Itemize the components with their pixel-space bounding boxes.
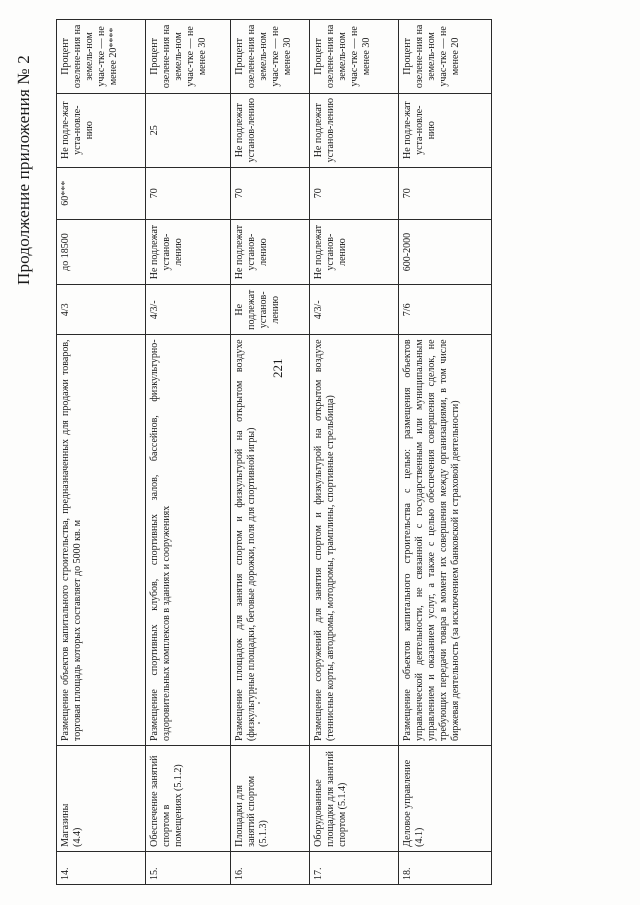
floors-cell: Не подлежат установ-лению [231, 285, 310, 335]
plot-area-cell: Не подлежат установ-лению [231, 219, 310, 284]
plot-area-cell: Не подлежат установ-лению [310, 219, 399, 284]
page-title: Продолжение приложения № 2 [14, 55, 33, 286]
use-type-name: Деловое управление (4.1) [399, 746, 492, 852]
use-type-name: Площадки для занятий спортом (5.1.3) [231, 746, 310, 852]
greening-cell: Процент озелене-ния на земель-ном учас-тке — не менее 30 [146, 20, 231, 94]
use-type-description: Размещение сооружений для занятия спортом и физкультурой на открытом воздухе (теннисные корты, автодромы, мотодромы, трамплины, спортивные стрельбища) [310, 335, 399, 746]
use-type-name: Магазины (4.4) [57, 746, 146, 852]
build-percent-cell: 60*** [57, 167, 146, 219]
use-type-name: Обеспечение занятий спортом в помещениях (5.1.2) [146, 746, 231, 852]
table-row [310, 20, 399, 885]
page-number: 221 [270, 358, 285, 378]
floors-cell: 4/3/- [310, 285, 399, 335]
build-percent-cell: 70 [231, 167, 310, 219]
table-row [399, 20, 492, 885]
floors-cell: 4/3 [57, 285, 146, 335]
row-number: 18. [399, 851, 492, 884]
plot-area-cell: до 18500 [57, 219, 146, 284]
use-type-description: Размещение спортивных клубов, спортивных залов, бассейнов, физкультурно-оздоровительных комплексов в зданиях и сооружениях [146, 335, 231, 746]
setback-cell: Не подле-жат уста-новле-нию [399, 93, 492, 167]
setback-cell: Не подлежат установ-лению [231, 93, 310, 167]
build-percent-cell: 70 [399, 167, 492, 219]
setback-cell: 25 [146, 93, 231, 167]
plot-area-cell: 600-2000 [399, 219, 492, 284]
use-type-name: Оборудованные площадки для занятий спортом (5.1.4) [310, 746, 399, 852]
greening-cell: Процент озелене-ния на земель-ном учас-тке — не менее 20 [399, 20, 492, 94]
floors-cell: 4/3/- [146, 285, 231, 335]
use-type-description: Размещение площадок для занятия спортом и физкультурой на открытом воздухе (физкультурные площадки, беговые дорожки, поля для спортивной игры) [231, 335, 310, 746]
floors-cell: 7/6 [399, 285, 492, 335]
build-percent-cell: 70 [146, 167, 231, 219]
use-type-description: Размещение объектов капитального строительства с целью: размещения объектов управленческой деятельности, не связанной с государственным или муниципальным управлением и оказанием услуг, а также с целью обеспечения совершения сделок, не требующих передачи товара в момент их совершения между организациями, в том числе биржевая деятельность (за исключением банковской и страховой деятельности) [399, 335, 492, 746]
row-number: 17. [310, 851, 399, 884]
use-type-description: Размещение объектов капитального строительства, предназначенных для продажи товаров, торговая площадь которых составляет до 5000 кв. м [57, 335, 146, 746]
greening-cell: Процент озелене-ния на земель-ном учас-тке — не менее 20**** [57, 20, 146, 94]
greening-cell: Процент озелене-ния на земель-ном учас-тке — не менее 30 [231, 20, 310, 94]
zoning-table [56, 19, 492, 885]
row-number: 14. [57, 851, 146, 884]
row-number: 15. [146, 851, 231, 884]
table-row [57, 20, 146, 885]
greening-cell: Процент озелене-ния на земель-ном учас-тке — не менее 30 [310, 20, 399, 94]
build-percent-cell: 70 [310, 167, 399, 219]
row-number: 16. [231, 851, 310, 884]
plot-area-cell: Не подлежат установ-лению [146, 219, 231, 284]
table-row [146, 20, 231, 885]
setback-cell: Не подле-жат уста-новле-нию [57, 93, 146, 167]
table-row [231, 20, 310, 885]
setback-cell: Не подлежат установ-лению [310, 93, 399, 167]
